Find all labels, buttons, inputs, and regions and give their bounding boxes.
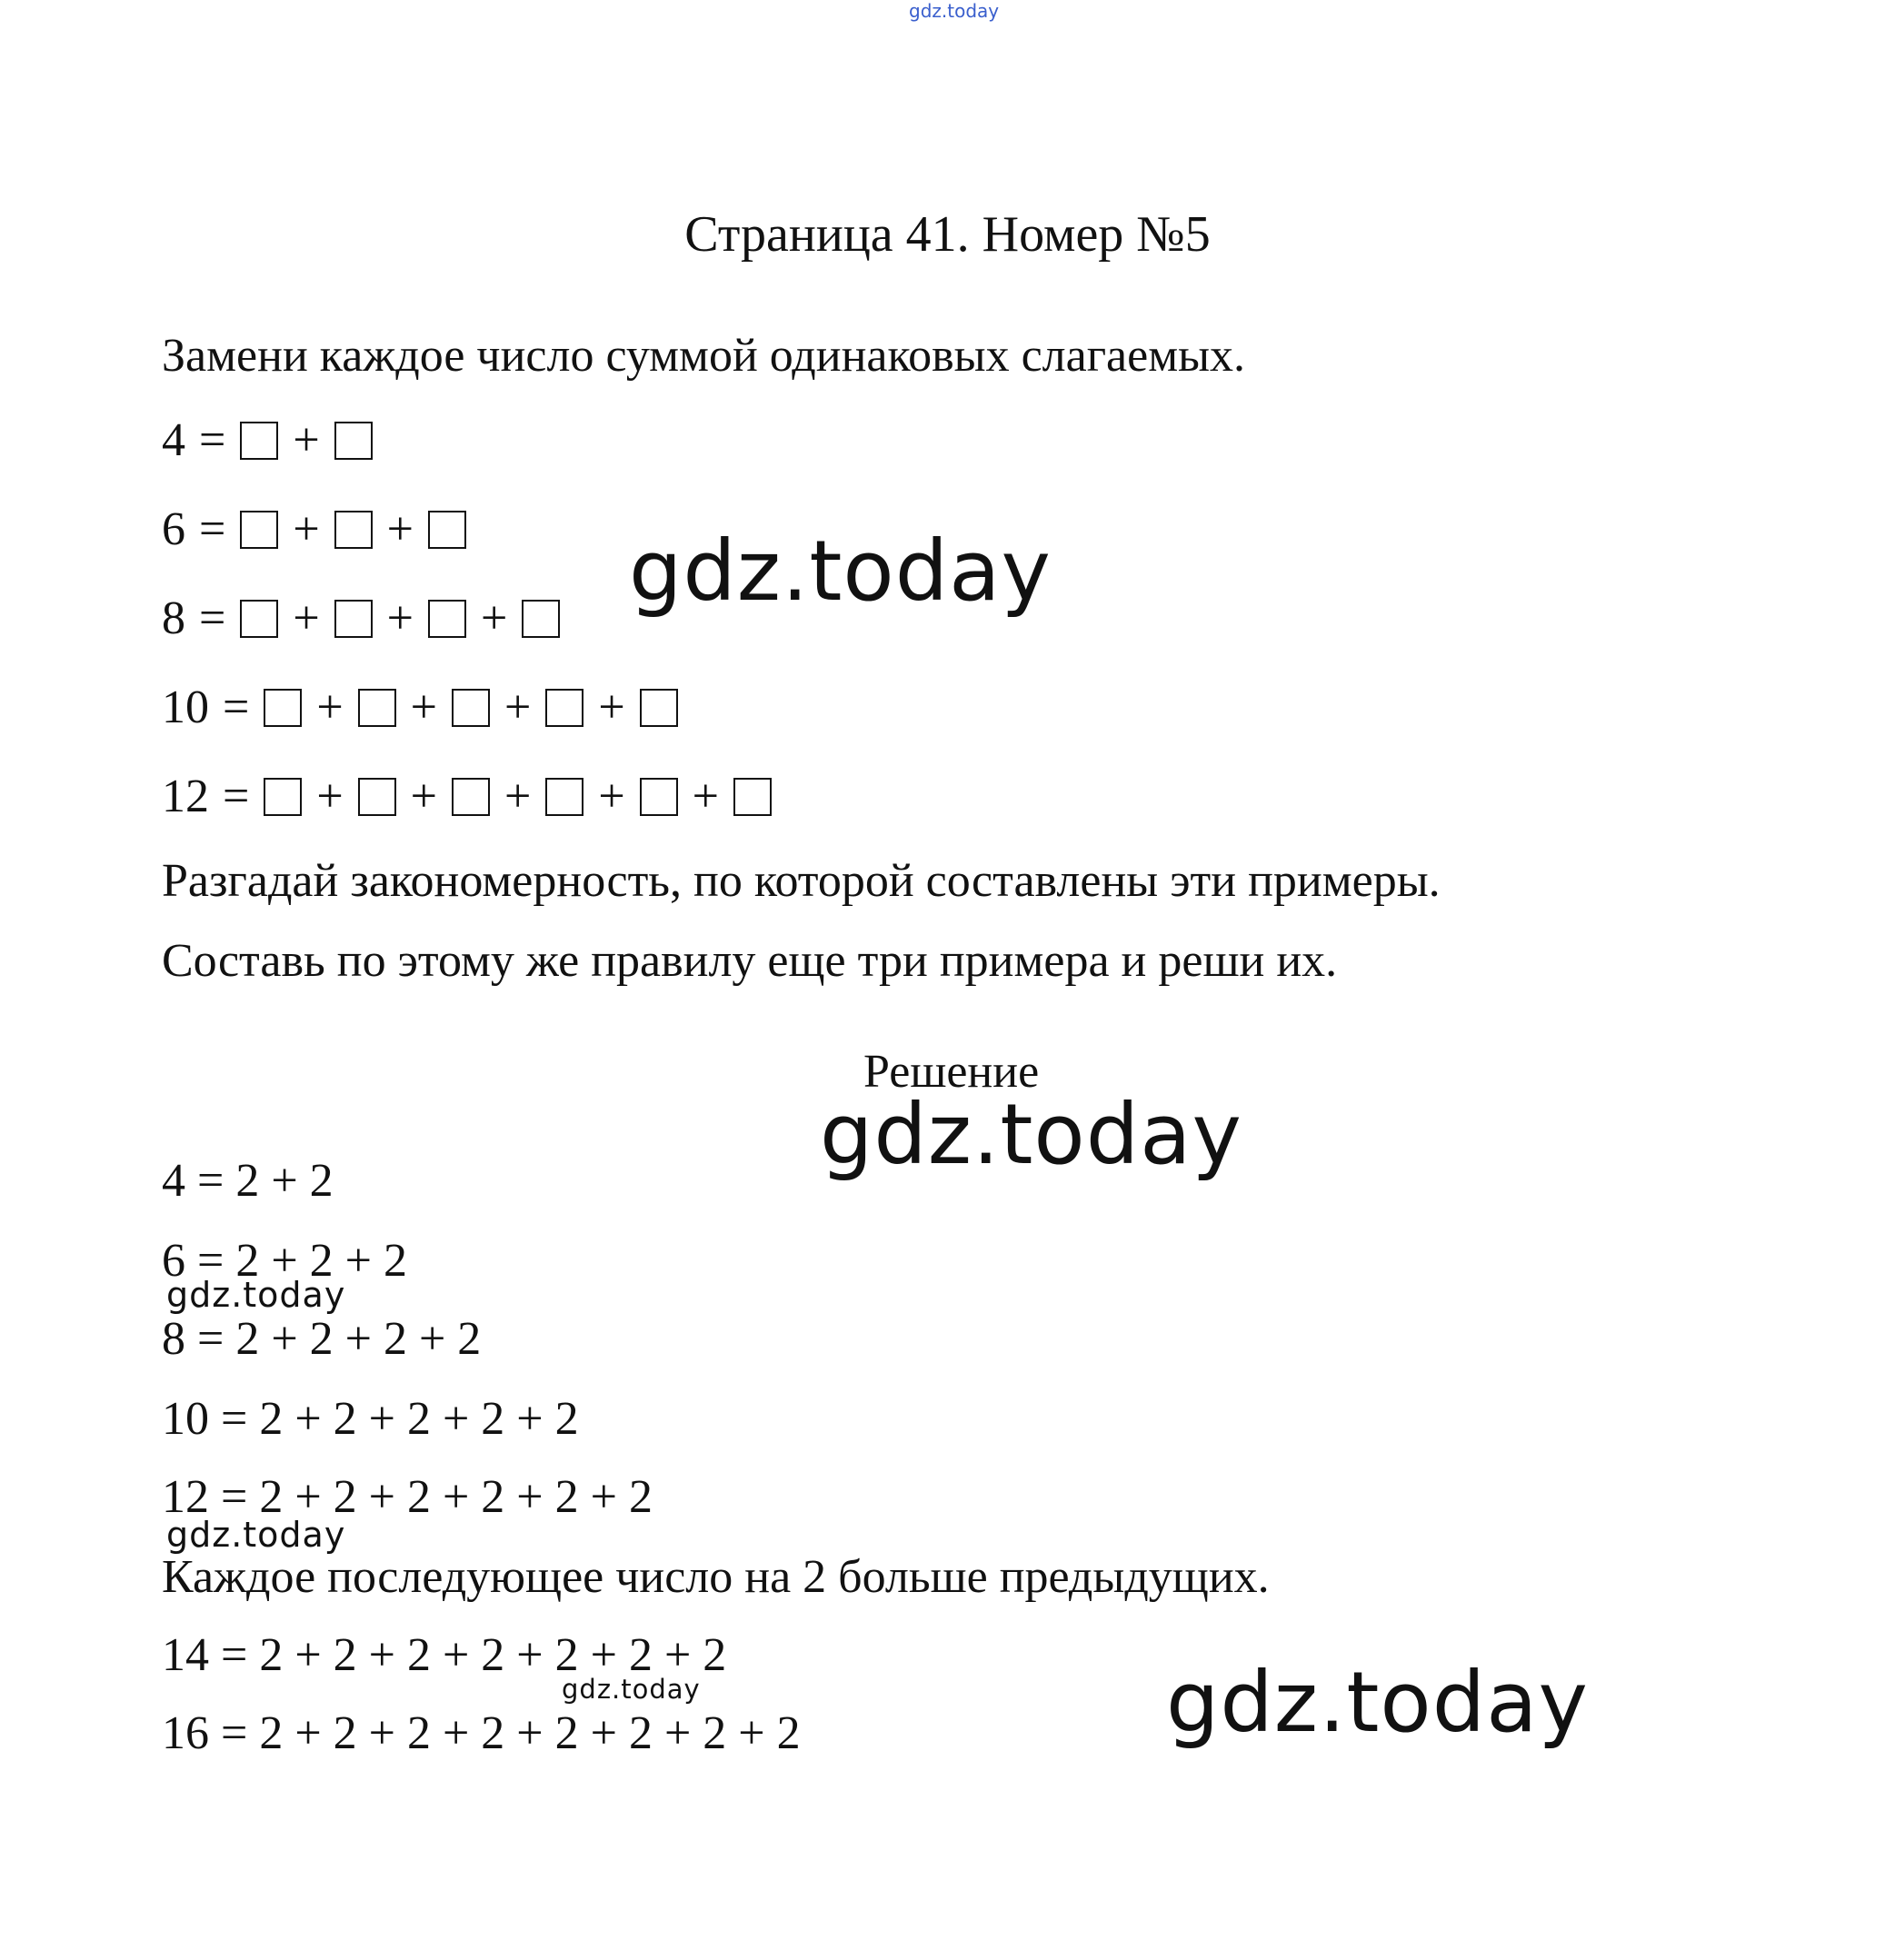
solution-line-3: 8 = 2 + 2 + 2 + 2 — [162, 1313, 482, 1365]
equation-row-10: 10 = + + + + — [162, 681, 691, 734]
answer-box[interactable] — [640, 689, 678, 727]
solution-line-2: 6 = 2 + 2 + 2 — [162, 1235, 407, 1287]
answer-box[interactable] — [264, 689, 302, 727]
answer-box[interactable] — [334, 422, 373, 460]
answer-box[interactable] — [522, 600, 560, 638]
equation-number: 8 — [162, 592, 185, 644]
equation-row-12: 12 = + + + + + — [162, 770, 784, 823]
answer-box[interactable] — [545, 689, 583, 727]
solution-line-4: 10 = 2 + 2 + 2 + 2 + 2 — [162, 1393, 579, 1445]
watermark: gdz.today — [629, 522, 1052, 620]
solution-heading: Решение — [863, 1046, 1040, 1098]
watermark: gdz.today — [562, 1674, 701, 1705]
watermark-top: gdz.today — [909, 0, 1000, 22]
answer-box[interactable] — [428, 600, 466, 638]
equation-number: 12 — [162, 771, 209, 822]
task-question-1: Разгадай закономерность, по которой составлены эти примеры. — [162, 855, 1441, 907]
watermark: gdz.today — [166, 1275, 346, 1315]
answer-box[interactable] — [428, 511, 466, 549]
watermark: gdz.today — [166, 1515, 346, 1555]
task-question-2: Составь по этому же правилу еще три примера и реши их. — [162, 935, 1338, 987]
equation-row-8: 8 = + + + — [162, 592, 573, 645]
answer-box[interactable] — [358, 778, 396, 816]
solution-extra-1: 14 = 2 + 2 + 2 + 2 + 2 + 2 + 2 — [162, 1629, 727, 1681]
answer-box[interactable] — [334, 511, 373, 549]
task-instruction: Замени каждое число суммой одинаковых слагаемых. — [162, 330, 1246, 382]
answer-box[interactable] — [640, 778, 678, 816]
answer-box[interactable] — [733, 778, 772, 816]
solution-pattern: Каждое последующее число на 2 больше предыдущих. — [162, 1551, 1270, 1603]
answer-box[interactable] — [358, 689, 396, 727]
answer-box[interactable] — [334, 600, 373, 638]
answer-box[interactable] — [264, 778, 302, 816]
answer-box[interactable] — [452, 778, 490, 816]
answer-box[interactable] — [452, 689, 490, 727]
watermark: gdz.today — [1166, 1654, 1589, 1751]
solution-extra-2: 16 = 2 + 2 + 2 + 2 + 2 + 2 + 2 + 2 — [162, 1707, 801, 1759]
solution-line-1: 4 = 2 + 2 — [162, 1155, 334, 1207]
answer-box[interactable] — [240, 511, 278, 549]
solution-line-5: 12 = 2 + 2 + 2 + 2 + 2 + 2 — [162, 1471, 653, 1523]
answer-box[interactable] — [240, 600, 278, 638]
answer-box[interactable] — [545, 778, 583, 816]
equation-row-4: 4 = + — [162, 413, 385, 467]
answer-box[interactable] — [240, 422, 278, 460]
equation-row-6: 6 = + + — [162, 502, 479, 556]
equation-number: 4 — [162, 414, 185, 466]
equation-number: 6 — [162, 503, 185, 555]
page-title: Страница 41. Номер №5 — [684, 206, 1211, 263]
equation-number: 10 — [162, 682, 209, 733]
watermark: gdz.today — [820, 1086, 1242, 1183]
